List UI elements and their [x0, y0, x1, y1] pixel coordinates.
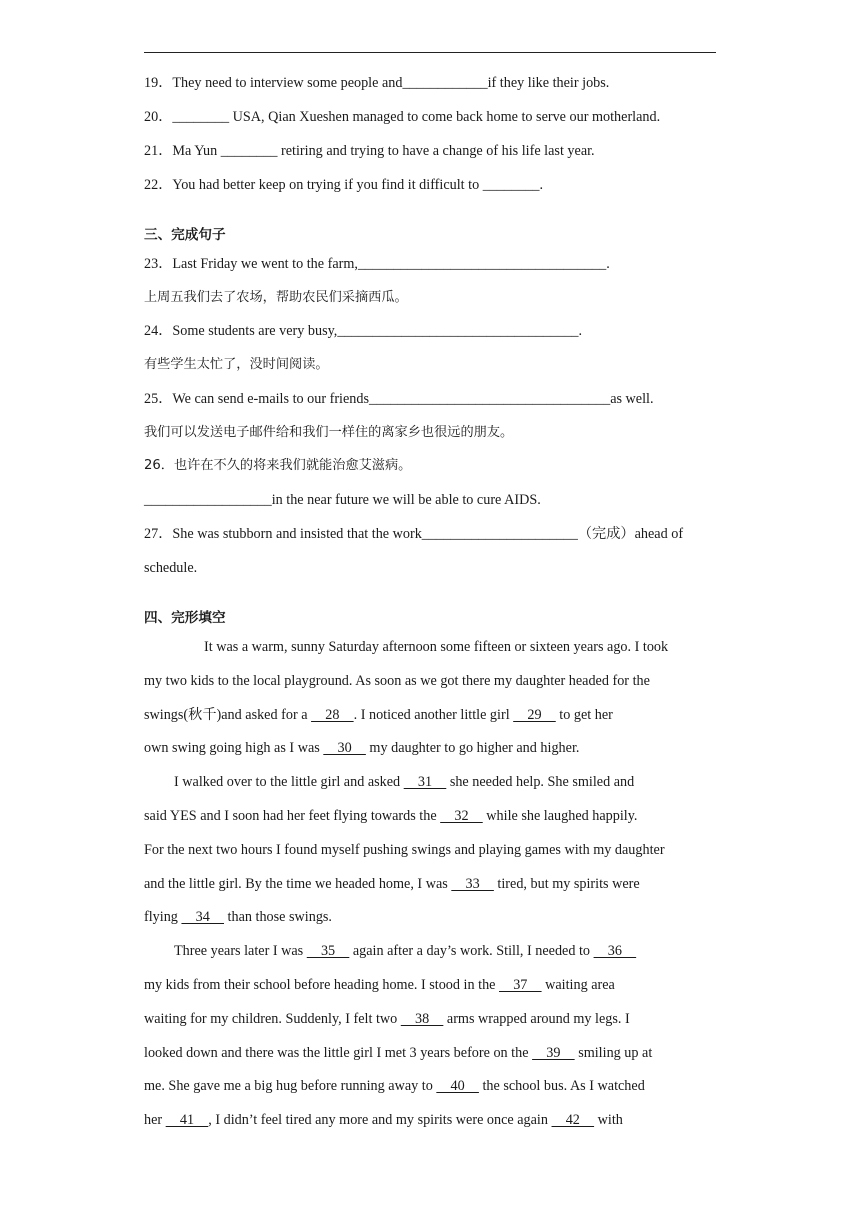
passage-text: the school bus. As I watched [478, 1078, 645, 1094]
blank-number: 28 [311, 707, 354, 723]
passage-line [144, 976, 615, 994]
passage-text: tired, but my spirits were [493, 876, 640, 892]
passage-line [144, 739, 579, 757]
blank-number: 33 [451, 876, 494, 892]
section-heading-cloze: 四、完形填空 [144, 610, 226, 626]
passage-text: own swing going high as I was [144, 740, 324, 756]
blank-number: 30 [323, 740, 366, 756]
question-24: 24．Some students are very busy,__________________________________. [144, 323, 583, 339]
question-21: 21．Ma Yun ________ retiring and trying to have a change of his life last year. [144, 143, 595, 159]
passage-text: my two kids to the local playground. As soon as we got there my daughter headed for the [144, 673, 650, 689]
top-rule [144, 52, 716, 53]
passage-text: waiting for my children. Suddenly, I felt two [144, 1011, 401, 1027]
passage-line [144, 807, 637, 825]
question-22: 22．You had better keep on trying if you find it difficult to ________. [144, 177, 544, 193]
question-27: 27．She was stubborn and insisted that the work______________________（完成）ahead of [144, 526, 684, 542]
question-25: 25．We can send e-mails to our friends__________________________________as well. [144, 391, 654, 407]
blank-number: 42 [551, 1112, 595, 1128]
passage-line [144, 1111, 623, 1129]
question-23-chinese: 上周五我们去了农场，帮助农民们采摘西瓜。 [144, 290, 408, 305]
passage-text: swings(秋千)and asked for a [144, 707, 312, 723]
blank-number: 36 [593, 943, 637, 959]
passage-line [144, 841, 665, 859]
question-20: 20．________ USA, Qian Xueshen managed to come back home to serve our motherland. [144, 109, 661, 125]
passage-text: It was a warm, sunny Saturday afternoon some fifteen or sixteen years ago. I took [204, 639, 669, 655]
passage-text: For the next two hours I found myself pushing swings and playing games with my daughter [144, 842, 665, 858]
passage-text: with [594, 1112, 623, 1128]
passage-line [174, 773, 634, 791]
passage-text: I walked over to the little girl and asked [174, 774, 404, 790]
passage-text: Three years later I was [174, 943, 307, 959]
passage-text: , I didn’t feel tired any more and my spirits were once again [208, 1112, 552, 1128]
passage-line [204, 638, 668, 656]
passage-text: while she laughed happily. [482, 808, 638, 824]
passage-text: her [144, 1112, 166, 1128]
passage-line [174, 942, 636, 960]
passage-text: and the little girl. By the time we headed home, I was [144, 876, 452, 892]
passage-text: she needed help. She smiled and [446, 774, 635, 790]
passage-line [144, 1077, 645, 1095]
passage-text: . I noticed another little girl [353, 707, 514, 723]
passage-text: my daughter to go higher and higher. [365, 740, 580, 756]
blank-number: 34 [181, 909, 224, 925]
passage-text: my kids from their school before heading home. I stood in the [144, 977, 500, 993]
blank-number: 37 [499, 977, 542, 993]
blank-number: 38 [400, 1011, 444, 1027]
question-25-chinese: 我们可以发送电子邮件给和我们一样住的离家乡也很远的朋友。 [144, 425, 514, 440]
blank-number: 41 [165, 1112, 209, 1128]
passage-text: arms wrapped around my legs. I [443, 1011, 630, 1027]
passage-text: flying [144, 909, 182, 925]
passage-text: said YES and I soon had her feet flying towards the [144, 808, 441, 824]
passage-line [144, 672, 650, 690]
passage-line [144, 908, 332, 926]
passage-line [144, 706, 613, 724]
passage-text: again after a day’s work. Still, I needed to [349, 943, 594, 959]
blank-number: 35 [306, 943, 350, 959]
question-27-continued: schedule. [144, 560, 198, 576]
passage-text: me. She gave me a big hug before running away to [144, 1078, 437, 1094]
passage-line [144, 875, 640, 893]
question-26: __________________in the near future we will be able to cure AIDS. [144, 492, 541, 508]
blank-number: 39 [532, 1045, 575, 1061]
passage-line [144, 1010, 630, 1028]
blank-number: 29 [513, 707, 556, 723]
passage-text: waiting area [541, 977, 615, 993]
passage-text: smiling up at [574, 1045, 653, 1061]
passage-text: than those swings. [224, 909, 332, 925]
blank-number: 31 [403, 774, 447, 790]
section-heading-complete-sentences: 三、完成句子 [144, 227, 226, 243]
passage-text: to get her [555, 707, 613, 723]
question-23: 23．Last Friday we went to the farm,___________________________________. [144, 256, 610, 272]
passage-line [144, 1044, 652, 1062]
passage-text: looked down and there was the little girl I met 3 years before on the [144, 1045, 533, 1061]
question-19: 19．They need to interview some people and____________if they like their jobs. [144, 75, 610, 91]
question-26-chinese: 26．也许在不久的将来我们就能治愈艾滋病。 [144, 458, 412, 473]
blank-number: 40 [436, 1078, 479, 1094]
blank-number: 32 [440, 808, 483, 824]
question-24-chinese: 有些学生太忙了，没时间阅读。 [144, 357, 329, 372]
